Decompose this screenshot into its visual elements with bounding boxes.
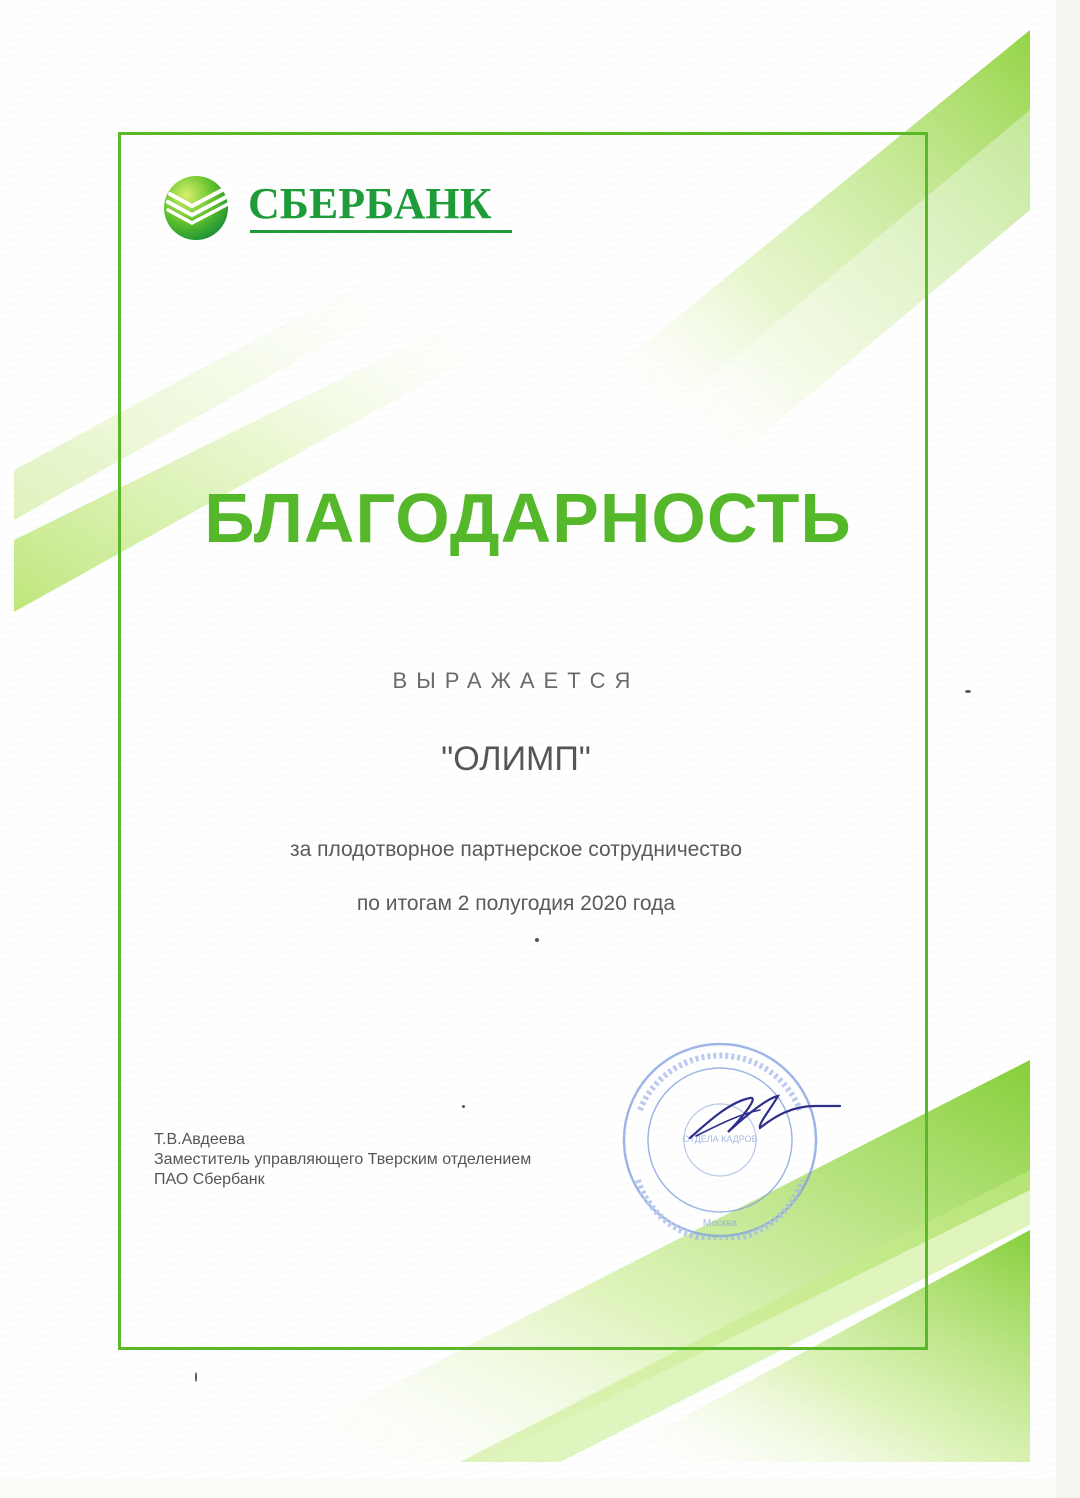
stamp-bottom-text: Москва — [702, 1218, 738, 1229]
period-text: по итогам 2 полугодия 2020 года — [356, 892, 676, 915]
signer-name: Т.В.Авдеева — [154, 1131, 245, 1148]
scan-speck — [195, 1372, 197, 1382]
scan-speck — [965, 690, 971, 693]
signer-block — [154, 1130, 531, 1190]
scan-speck — [462, 1105, 465, 1108]
signer-position: Заместитель управляющего Тверским отделением — [154, 1151, 532, 1168]
signer-organization: ПАО Сбербанк — [154, 1171, 265, 1188]
logo-wordmark: СБЕРБАНК — [248, 179, 492, 228]
reason-text: за плодотворное партнерское сотрудничество — [289, 838, 743, 861]
scan-edge — [1056, 0, 1080, 1498]
sberbank-logo — [162, 172, 522, 242]
stamp-icon — [624, 1044, 816, 1240]
logo-underline — [250, 230, 512, 233]
scan-speck — [535, 938, 539, 942]
sberbank-emblem-icon — [162, 172, 234, 244]
stamp-and-signature — [600, 1040, 850, 1240]
signature-icon — [690, 1096, 840, 1138]
stamp-center-text: ОТДЕЛА КАДРОВ — [682, 1134, 758, 1144]
expressed-label: ВЫРАЖАЕТСЯ — [392, 668, 640, 693]
recipient-name: "ОЛИМП" — [441, 740, 591, 778]
certificate-title: БЛАГОДАРНОСТЬ — [204, 479, 852, 557]
